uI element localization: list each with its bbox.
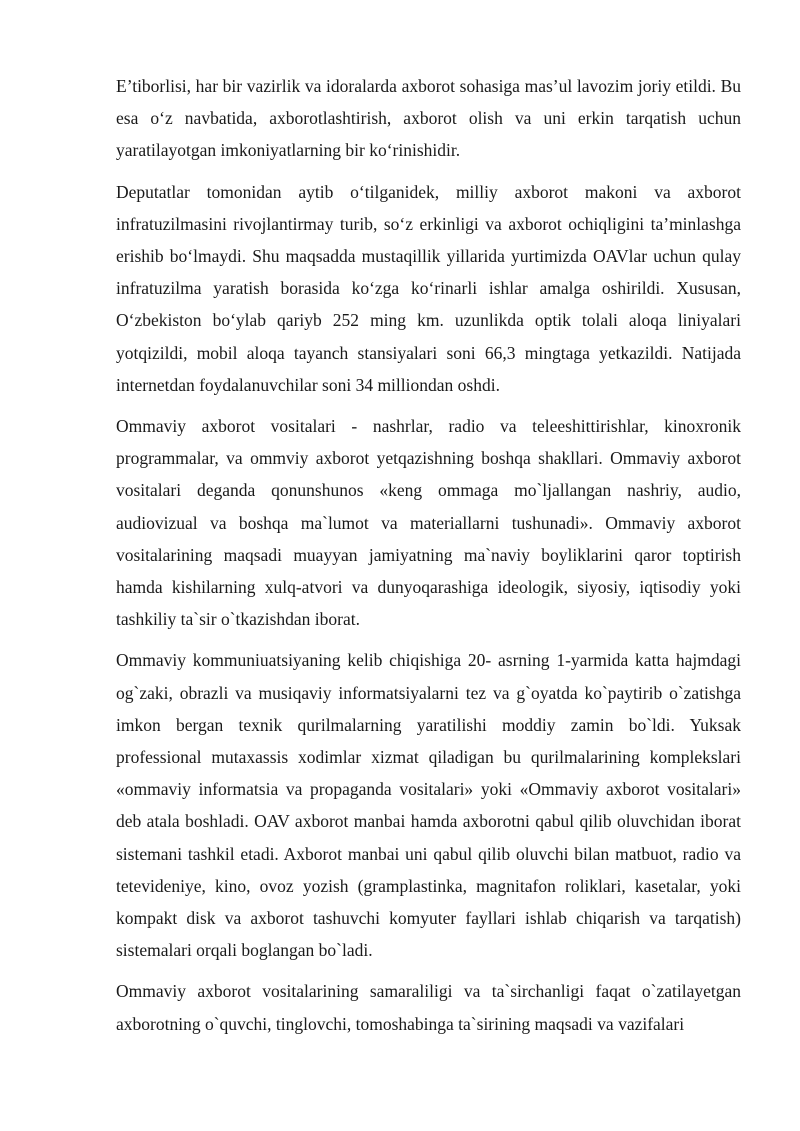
document-page (116, 70, 741, 1049)
paragraph: Deputatlar tomonidan aytib oʻtilganidek, milliy axborot makoni va axborot infratuzilmasini rivojlantirmay turib, soʻz erkinligi va axborot ochiqligini ta’minlashga erishib boʻlmaydi. Shu maqsadda mustaqillik yillarida yurtimizda OAVlar uchun qulay infratuzilma yaratish borasida koʻzga koʻrinarli ishlar amalga oshirildi. Xususan, Oʻzbekiston boʻylab qariyb 252 ming km. uzunlikda optik tolali aloqa liniyalari yotqizildi, mobil aloqa tayanch stansiyalari soni 66,3 mingtaga yetkazildi. Natijada internetdan foydalanuvchilar soni 34 milliondan oshdi. (116, 181, 741, 395)
paragraph: E’tiborlisi, har bir vazirlik va idoralarda axborot sohasiga mas’ul lavozim joriy etildi. Bu esa oʻz navbatida, axborotlashtirish, axborot olish va uni erkin tarqatish uchun yaratilayotgan imkoniyatlarning bir koʻrinishidir. (116, 76, 741, 161)
paragraph: Ommaviy kommuniuatsiyaning kelib chiqishiga 20- asrning 1-yarmida katta hajmdagi og`zaki, obrazli va musiqaviy informatsiyalarni tez va g`oyatda ko`paytirib o`zatishga imkon bergan texnik qurilmalarning yaratilishi moddiy zamin bo`ldi. Yuksak professional mutaxassis xodimlar xizmat qiladigan bu qurilmalarining komplekslari «ommaviy informatsia va propaganda vositalari» yoki «Ommaviy axborot vositalari» deb atala boshladi. OAV axborot manbai hamda axborotni qabul qilib oluvchidan iborat sistemani tashkil etadi. Axborot manbai uni qabul qilib oluvchi bilan matbuot, radio va tetevideniye, kino, ovoz yozish (gramplastinka, magnitafon roliklari, kasetalar, yoki kompakt disk va axborot tashuvchi komyuter fayllari ishlab chiqarish va tarqatish) sistemalari orqali boglangan bo`ladi. (116, 650, 741, 961)
paragraph: Ommaviy axborot vositalari - nashrlar, radio va teleeshittirishlar, kinoxronik programmalar, va ommviy axborot yetqazishning boshqa shakllari. Ommaviy axborot vositalari deganda qonunshunos «keng ommaga mo`ljallangan nashriy, audio, audiovizual va boshqa ma`lumot va materiallarni tushunadi». Ommaviy axborot vositalarining maqsadi muayyan jamiyatning ma`naviy boyliklarini qaror toptirish hamda kishilarning xulq-atvori va dunyoqarashiga ideologik, siyosiy, iqtisodiy yoki tashkiliy ta`sir o`tkazishdan iborat. (116, 416, 741, 630)
paragraph: Ommaviy axborot vositalarining samaraliligi va ta`sirchanligi faqat o`zatilayetgan axborotning o`quvchi, tinglovchi, tomoshabinga ta`sirining maqsadi va vazifalari (116, 981, 741, 1034)
